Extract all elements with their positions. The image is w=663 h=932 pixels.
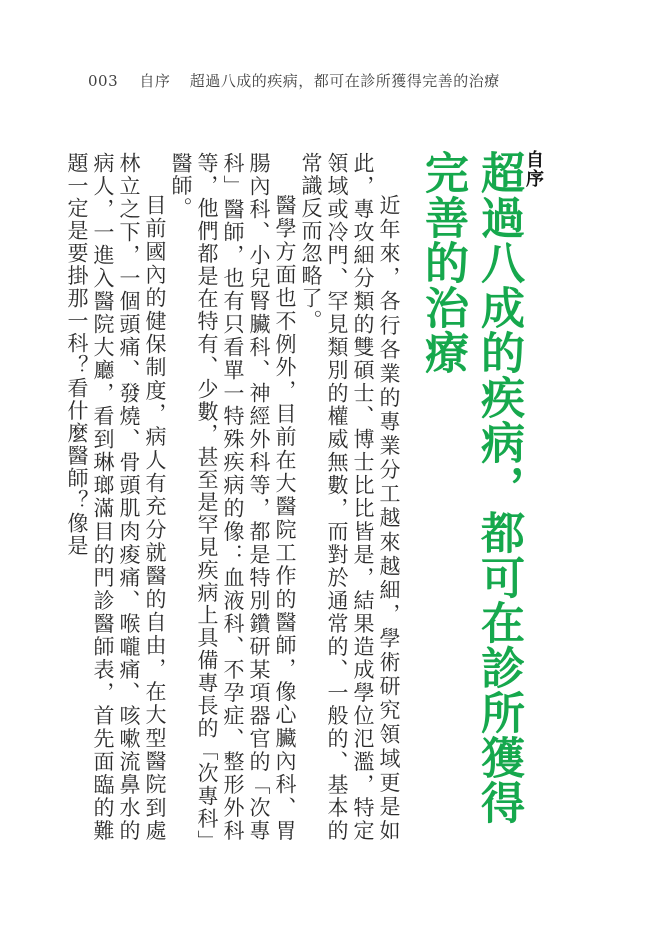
section-label: 自序 bbox=[523, 150, 544, 188]
paragraph: 醫學方面也不例外，目前在大醫院工作的醫師，像心臟內科、胃腸內科、小兒腎臟科、神經外科等，都是特別鑽研某項器官的「次專科」醫師，也有只看單一特殊疾病的像：血液科、不孕症、整形外科等，他們都是在特有、少數，甚至是罕見疾病上具備專長的「次專科」醫師。 bbox=[169, 152, 297, 842]
chapter-title: 超過八成的疾病，都可在診所獲得完善的治療 bbox=[417, 150, 524, 825]
paragraph: 近年來，各行各業的專業分工越來越細，學術研究領域更是如此，專攻細分類的雙碩士、博士比比皆是，結果造成學位氾濫，特定領域或冷門、罕見類別的權威無數，而對於通常的、一般的、基本的常識反而忽略了。 bbox=[299, 152, 401, 842]
running-title: 超過八成的疾病，都可在診所獲得完善的治療 bbox=[189, 72, 500, 90]
body-text bbox=[65, 152, 402, 842]
running-section: 自序 bbox=[139, 72, 171, 90]
page-number: 003 bbox=[88, 72, 119, 90]
running-header bbox=[88, 70, 500, 91]
paragraph: 目前國內的健保制度，病人有充分就醫的自由，在大型醫院到處林立之下，一個頭痛、發燒、骨頭肌肉痠痛、喉嚨痛、咳嗽流鼻水的病人，一進入醫院大廳，看到琳瑯滿目的門診醫師表，首先面臨的難題一定是要掛那一科？看什麼醫師？像是 bbox=[65, 152, 167, 842]
